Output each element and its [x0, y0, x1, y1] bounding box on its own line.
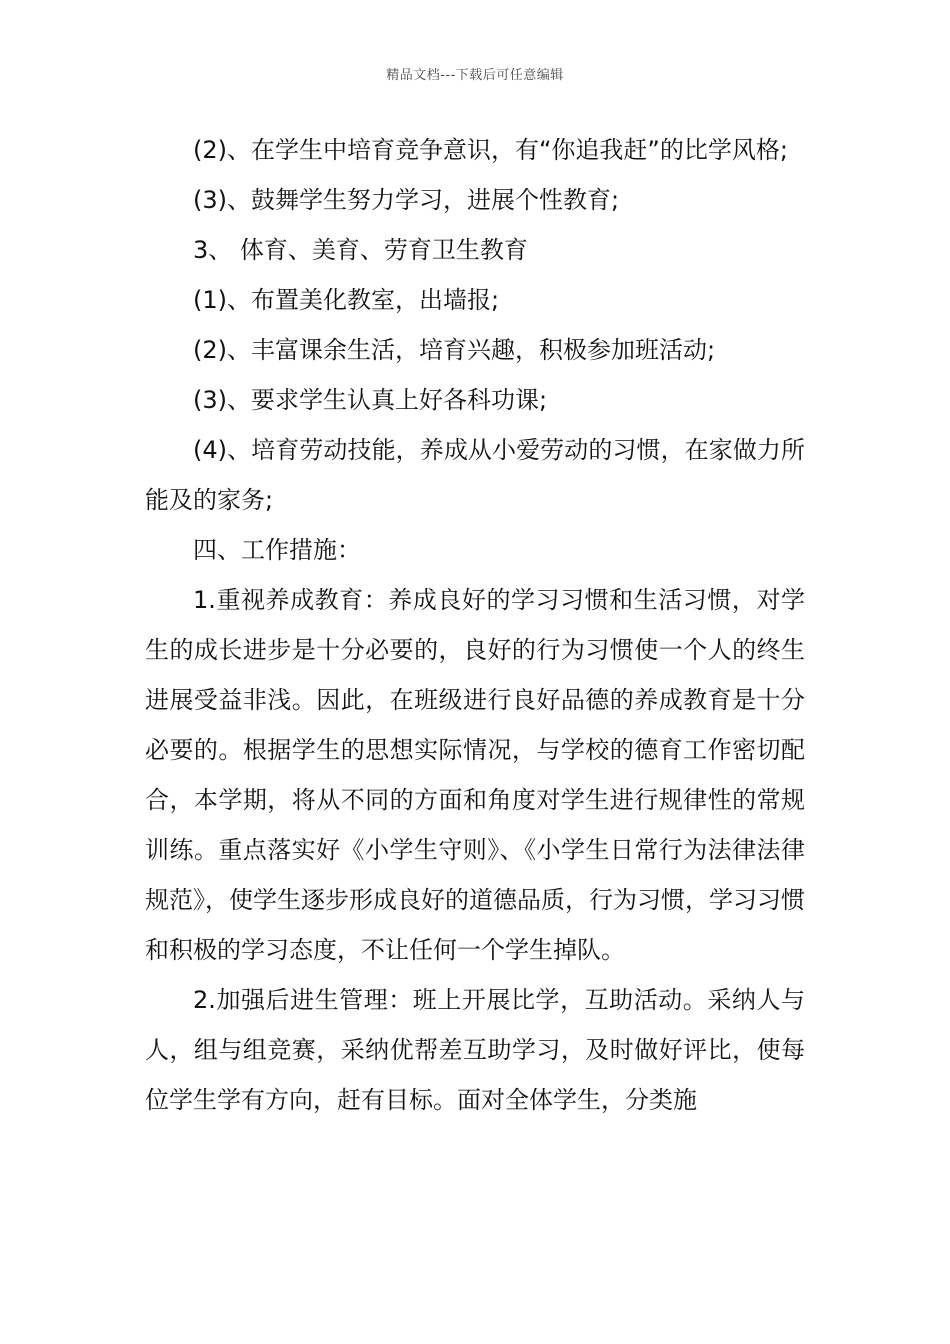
paragraph: 1.重视养成教育：养成良好的学习习惯和生活习惯，对学生的成长进步是十分必要的，良好的行为习惯使一个人的终生进展受益非浅。因此，在班级进行良好品德的养成教育是十分必要的。根据学生的思想实际情况，与学校的德育工作密切配合，本学期，将从不同的方面和角度对学生进行规律性的常规训练。重点落实好《小学生守则》、《小学生日常行为法律法律规范》，使学生逐步形成良好的道德品质，行为习惯，学习习惯和积极的学习态度，不让任何一个学生掉队。: [145, 586, 805, 964]
document-body: [145, 125, 805, 1125]
paragraph: (3)、鼓舞学生努力学习，进展个性教育;: [193, 186, 620, 214]
page-header: 精品文档---下载后可任意编辑: [386, 68, 564, 83]
paragraph: (3)、要求学生认真上好各科功课;: [193, 386, 548, 414]
paragraph: (2)、在学生中培育竞争意识，有“你追我赶”的比学风格;: [193, 136, 788, 164]
paragraph: (1)、布置美化教室，出墙报;: [193, 286, 500, 314]
paragraph: (4)、培育劳动技能，养成从小爱劳动的习惯，在家做力所能及的家务;: [145, 436, 805, 514]
section-heading: 四、工作措施：: [193, 536, 361, 564]
paragraph: 3、 体育、美育、劳育卫生教育: [193, 236, 528, 264]
paragraph: 2.加强后进生管理：班上开展比学，互助活动。采纳人与人，组与组竞赛，采纳优帮差互助学习，及时做好评比，使每位学生学有方向，赶有目标。面对全体学生，分类施: [145, 986, 805, 1114]
paragraph: (2)、丰富课余生活，培育兴趣，积极参加班活动;: [193, 336, 716, 364]
